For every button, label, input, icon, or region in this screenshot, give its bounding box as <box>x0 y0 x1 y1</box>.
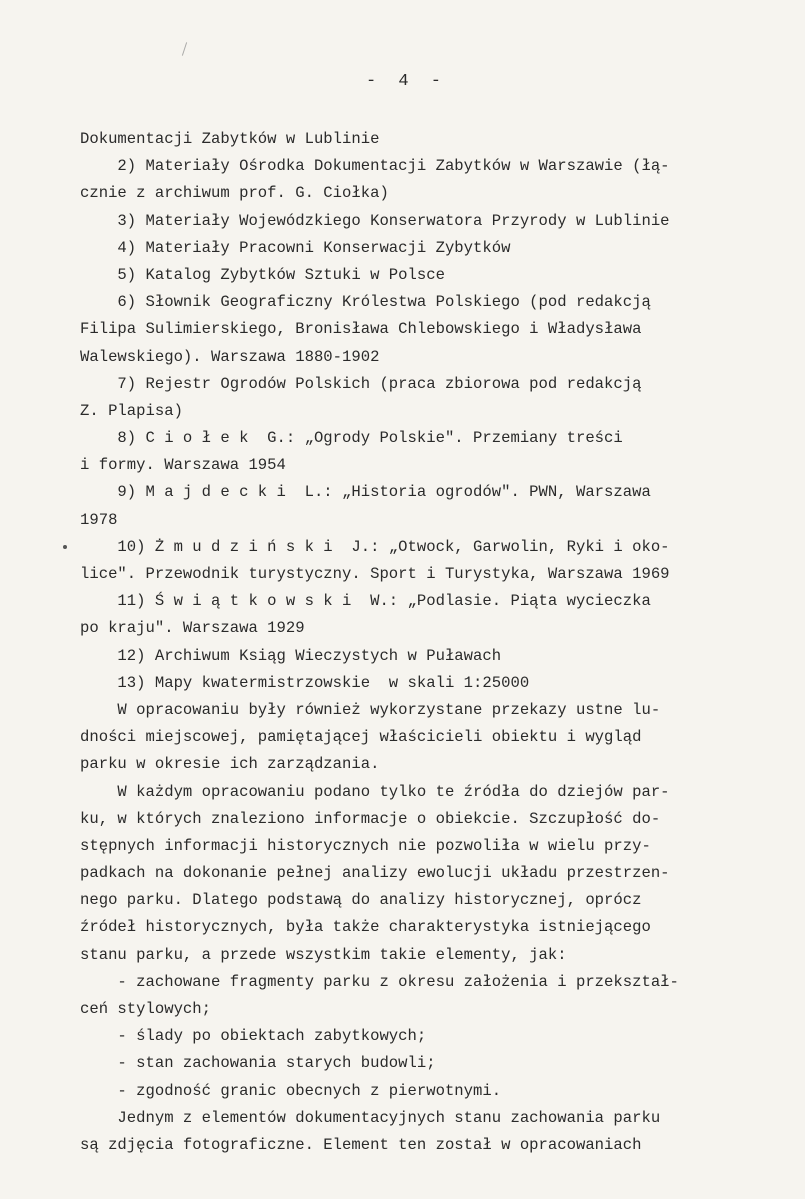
text-line: nego parku. Dlatego podstawą do analizy historycznej, oprócz <box>80 891 642 910</box>
text-line: 13) Mapy kwatermistrzowskie w skali 1:25000 <box>80 673 530 692</box>
text-line: 1978 <box>80 510 118 529</box>
text-line: 11) Ś w i ą t k o w s k i W.: „Podlasie. Piąta wycieczka <box>80 592 651 611</box>
text-line: 7) Rejestr Ogrodów Polskich (praca zbiorowa pod redakcją <box>80 374 642 393</box>
text-line: padkach na dokonanie pełnej analizy ewolucji układu przestrzen- <box>80 864 670 883</box>
text-line: stępnych informacji historycznych nie pozwoliła w wielu przy- <box>80 836 651 855</box>
text-line: 10) Ż m u d z i ń s k i J.: „Otwock, Garwolin, Ryki i oko- <box>80 537 670 556</box>
page-number: - 4 - <box>365 72 447 91</box>
pencil-mark <box>182 42 187 56</box>
text-line: po kraju". Warszawa 1929 <box>80 619 305 638</box>
text-line: cznie z archiwum prof. G. Ciołka) <box>80 184 389 203</box>
text-line: ceń stylowych; <box>80 1000 212 1018</box>
text-line: 2) Materiały Ośrodka Dokumentacji Zabytków w Warszawie (łą- <box>80 157 670 176</box>
text-line: - ślady po obiektach zabytkowych; <box>80 1027 427 1046</box>
text-line: 4) Materiały Pracowni Konserwacji Zybytków <box>80 238 511 257</box>
text-line: Jednym z elementów dokumentacyjnych stanu zachowania parku <box>80 1108 661 1127</box>
text-line: - zachowane fragmenty parku z okresu założenia i przekształ- <box>80 972 679 991</box>
text-line: lice". Przewodnik turystyczny. Sport i Turystyka, Warszawa 1969 <box>80 565 670 583</box>
text-line: ku, w których znaleziono informacje o obiekcie. Szczupłość do- <box>80 809 661 828</box>
text-line: są zdjęcia fotograficzne. Element ten został w opracowaniach <box>80 1135 642 1154</box>
text-line: Filipa Sulimierskiego, Bronisława Chlebowskiego i Władysława <box>80 320 642 339</box>
text-line: Walewskiego). Warszawa 1880-1902 <box>80 347 380 366</box>
text-line: - zgodność granic obecnych z pierwotnymi. <box>80 1081 502 1100</box>
text-line: i formy. Warszawa 1954 <box>80 456 286 475</box>
text-line: 3) Materiały Wojewódzkiego Konserwatora Przyrody w Lublinie <box>80 211 670 230</box>
text-line: 5) Katalog Zybytków Sztuki w Polsce <box>80 265 445 284</box>
text-line: parku w okresie ich zarządzania. <box>80 755 380 774</box>
text-line: 12) Archiwum Ksiąg Wieczystych w Puławach <box>80 646 502 665</box>
text-line: 6) Słownik Geograficzny Królestwa Polskiego (pod redakcją <box>80 293 651 312</box>
text-line: 9) M a j d e c k i L.: „Historia ogrodów". PWN, Warszawa <box>80 483 651 502</box>
text-line: W każdym opracowaniu podano tylko te źródła do dziejów par- <box>80 782 670 801</box>
text-line: Dokumentacji Zabytków w Lublinie <box>80 130 380 148</box>
typewritten-text <box>80 126 780 1159</box>
text-line: - stan zachowania starych budowli; <box>80 1054 436 1073</box>
text-line: 8) C i o ł e k G.: „Ogrody Polskie". Przemiany treści <box>80 429 623 448</box>
text-line: źródeł historycznych, była także charakterystyka istniejącego <box>80 918 651 937</box>
text-line: dności miejscowej, pamiętającej właścicieli obiektu i wygląd <box>80 728 642 747</box>
text-line: W opracowaniu były również wykorzystane przekazy ustne lu- <box>80 700 661 719</box>
text-line: Z. Plapisa) <box>80 401 183 420</box>
margin-dot <box>63 545 67 549</box>
text-line: stanu parku, a przede wszystkim takie elementy, jak: <box>80 945 567 964</box>
